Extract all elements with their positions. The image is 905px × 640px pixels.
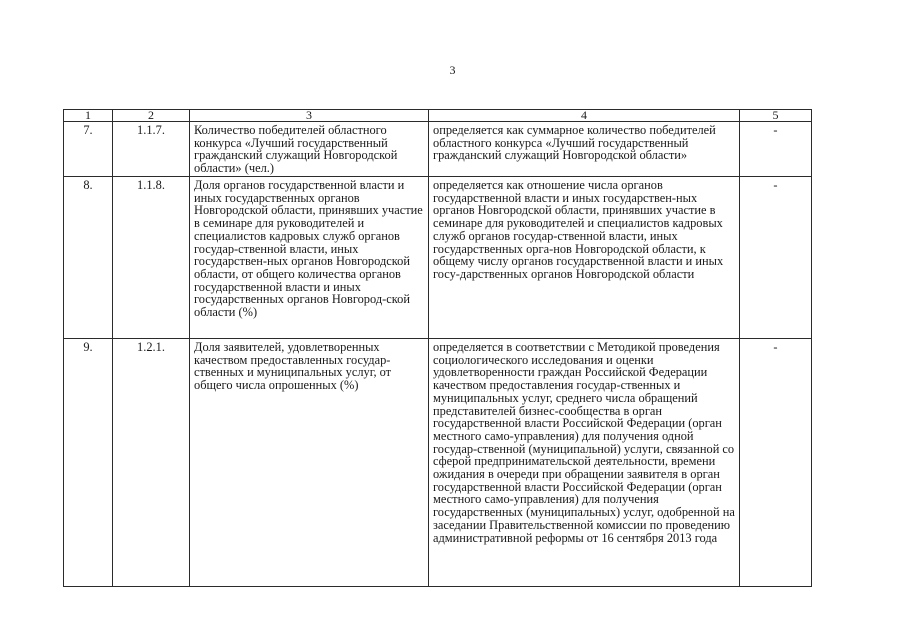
calculation-method-cell: определяется как отношение числа органов государственной власти и иных государствен-ных органов Новгородской области, принявших участие в семинаре для руководителей и специалистов кадровых служб органов государ-ственной власти, иных государственных орга-нов Новгородской области, к общему числу органов государственной власти и иных госу-дарственных органов Новгородской области: [429, 177, 740, 339]
note-cell: -: [740, 339, 812, 587]
row-number-cell: 9.: [64, 339, 113, 587]
indicators-table: [63, 109, 812, 587]
table-header-row: [64, 110, 812, 122]
column-header: 5: [740, 110, 812, 122]
indicator-code-cell: 1.2.1.: [113, 339, 190, 587]
table-row: [64, 339, 812, 587]
indicator-name-cell: Количество победителей областного конкурса «Лучший государственный гражданский служащий Новгородской области» (чел.): [190, 122, 429, 177]
indicator-name-cell: Доля заявителей, удовлетворенных качеством предоставленных государ-ственных и муниципальных услуг, от общего числа опрошенных (%): [190, 339, 429, 587]
row-number-cell: 8.: [64, 177, 113, 339]
column-header: 4: [429, 110, 740, 122]
note-cell: -: [740, 122, 812, 177]
indicator-code-cell: 1.1.7.: [113, 122, 190, 177]
page-number: 3: [449, 63, 456, 77]
calculation-method-cell: определяется в соответствии с Методикой проведения социологического исследования и оценки удовлетворенности граждан Российской Федерации качеством предоставления государ-ственных и муниципальных услуг, среднего числа обращений представителей бизнес-сообщества в орган государственной власти Российской Федерации (орган местного само-управления) для получения одной государ-ственной (муниципальной) услуги, связанной со сферой предпринимательской деятельности, времени ожидания в очереди при обращении заявителя в орган государственной власти Российской Федерации (орган местного само-управления) для получения государственных (муниципальных) услуг, одобренной на заседании Правительственной комиссии по проведению административной реформы от 16 сентября 2013 года: [429, 339, 740, 587]
column-header: 3: [190, 110, 429, 122]
table-row: [64, 177, 812, 339]
calculation-method-cell: определяется как суммарное количество победителей областного конкурса «Лучший государственный гражданский служащий Новгородской области»: [429, 122, 740, 177]
note-cell: -: [740, 177, 812, 339]
indicator-code-cell: 1.1.8.: [113, 177, 190, 339]
table-row: [64, 122, 812, 177]
row-number-cell: 7.: [64, 122, 113, 177]
column-header: 2: [113, 110, 190, 122]
indicator-name-cell: Доля органов государственной власти и иных государственных органов Новгородской области, принявших участие в семинаре для руководителей и специалистов кадровых служб органов государ-ственной власти, иных государствен-ных органов Новгородской области, от общего количества органов государственной власти и иных государственных органов Новгород-ской области (%): [190, 177, 429, 339]
column-header: 1: [64, 110, 113, 122]
